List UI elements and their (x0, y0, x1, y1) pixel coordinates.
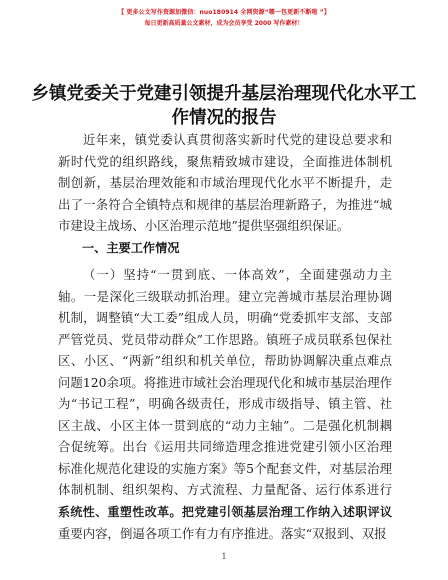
work-paragraph-main: （一）坚持“一贯到底、一体高效”，全面建强动力主轴。一是深化三级联动抓治理。建立完善城市基层治理协调机制，调整镇“大工委”组成人员，明确“党委抓牢支部、支部严管党员、党员带动群众”工作思路。镇班子成员联系包保社区、小区、“两新”组织和机关单位，帮助协调解决重点难点问题120余项。将推进市域社会治理现代化和城市基层治理作为“书记工程”，明确各级责任，形成市级指导、镇主管、社区主战、小区主体一贯到底的“动力主轴”。二是强化机制耦合促统筹。出台《运用共同缔造理念推进党建引领小区治理标准化规范化建设的实施方案》等5个配套文件，对基层治理体制机制、组织架构、方式流程、力量配备、运行体系进行 (58, 267, 392, 497)
promo-banner (0, 7, 448, 29)
section-heading: 一、主要工作情况 (82, 241, 180, 255)
work-paragraph-tail: 重要内容，倒逼各项工作有力有序推进。落实“双报到、双报 (58, 526, 387, 541)
work-paragraph (58, 264, 392, 545)
work-paragraph-bold: 系统性、重塑性改革。把党建引领基层治理工作纳入述职评议 (58, 504, 392, 519)
promo-banner-line-2: 每日更新高质量公文素材，成为会员享受 2000 写作素材！ (144, 20, 304, 27)
document-title: 乡镇党委关于党建引领提升基层治理现代化水平工作情况的报告 (31, 84, 417, 128)
page-number: 1 (221, 552, 227, 561)
promo-banner-line-1: 【 更多公文写作资源加微信：nuo180914 全网资源“哪一包更新不断啦 ”】 (118, 9, 330, 16)
intro-paragraph: 近年来，镇党委认真贯彻落实新时代党的建设总要求和新时代党的组织路线，聚焦精致城市建设，全面推进体制机制创新，基层治理效能和市域治理现代化水平不断提升，走出了一条符合全镇特点和规律的基层治理新路子，为推进“城市建设主战场、小区治理示范地”提供坚强组织保证。 (58, 132, 392, 233)
